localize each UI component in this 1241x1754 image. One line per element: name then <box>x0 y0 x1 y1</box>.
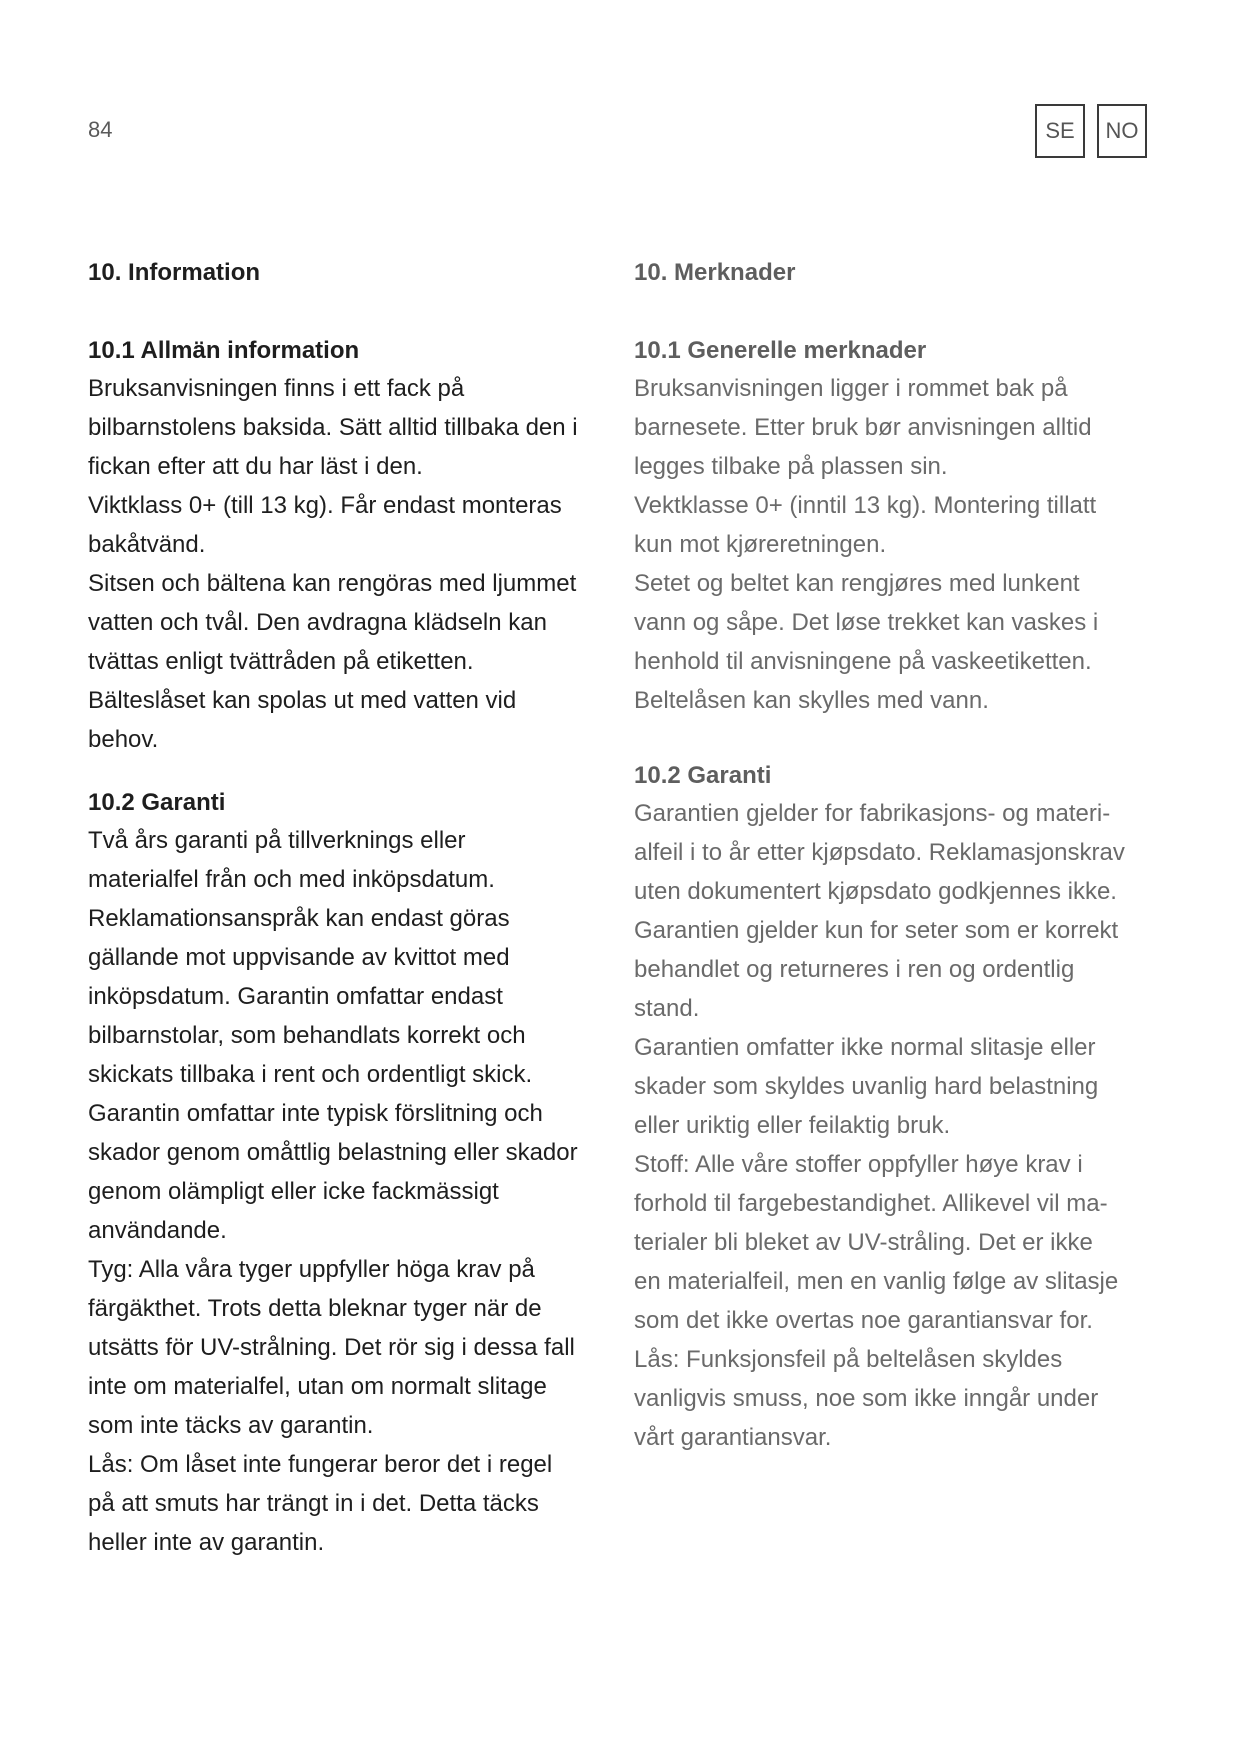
paragraph: Bälteslåset kan spolas ut med vatten vid behov. <box>88 687 517 753</box>
paragraph: Bruksanvisningen finns i ett fack på bilbarnstolens baksida. Sätt alltid tillbaka den i fickan efter att du har läst i den. <box>88 375 578 480</box>
paragraph: Lås: Funksjonsfeil på beltelåsen skyldes vanligvis smuss, noe som ikke inngår under vårt garantiansvar. <box>634 1346 1099 1451</box>
section-title: 10. Merknader <box>634 259 796 286</box>
paragraph: Vektklasse 0+ (inntil 13 kg). Montering tillatt kun mot kjøreretningen. <box>634 492 1097 558</box>
language-tab-no: NO <box>1097 104 1147 158</box>
section-title: 10. Information <box>88 259 261 286</box>
paragraph: Sitsen och bältena kan rengöras med ljummet vatten och tvål. Den avdragna klädseln kan tvättas enligt tvättråden på etiketten. <box>88 570 577 675</box>
paragraph: Beltelåsen kan skylles med vann. <box>634 687 989 714</box>
swedish-column <box>88 255 648 1562</box>
language-tab-se: SE <box>1035 104 1085 158</box>
paragraph: Viktklass 0+ (till 13 kg). Får endast monteras bakåtvänd. <box>88 492 562 558</box>
section-general-information <box>88 333 648 759</box>
subsection-heading: 10.1 Allmän information <box>88 337 360 364</box>
paragraph: Bruksanvisningen ligger i rommet bak på barnesete. Etter bruk bør anvisningen alltid legges tilbake på plassen sin. <box>634 375 1092 480</box>
subsection-heading: 10.2 Garanti <box>634 762 772 789</box>
language-tabs <box>1035 104 1147 158</box>
subsection-heading: 10.1 Generelle merknader <box>634 337 927 364</box>
paragraph: Setet og beltet kan rengjøres med lunkent vann og såpe. Det løse trekket kan vaskes i henhold til anvisningene på vaskeetiketten. <box>634 570 1099 675</box>
paragraph: Stoff: Alle våre stoffer oppfyller høye krav i forhold til fargebestandighet. Allikevel vil ma- terialer bli bleket av UV-stråling. Det er ikke en materialfeil, men en vanlig følge av slitasje som det ikke overtas noe garantiansvar for. <box>634 1151 1119 1334</box>
subsection-heading: 10.2 Garanti <box>88 789 226 816</box>
section-general-notes <box>634 333 1194 720</box>
norwegian-column <box>634 255 1194 1457</box>
paragraph: Lås: Om låset inte fungerar beror det i regel på att smuts har trängt in i det. Detta täcks heller inte av garantin. <box>88 1451 553 1556</box>
paragraph: Tyg: Alla våra tyger uppfyller höga krav på färgäkthet. Trots detta bleknar tyger när de utsätts för UV-strålning. Det rör sig i dessa fall inte om materialfel, utan om normalt slitage som inte täcks av garantin. <box>88 1256 575 1439</box>
paragraph: Garantien gjelder for fabrikasjons- og materi- alfeil i to år etter kjøpsdato. Reklamasjonskrav uten dokumentert kjøpsdato godkjennes ikke. Garantien gjelder kun for seter som er korrekt behandlet og returneres i ren og ordentlig stand. <box>634 800 1125 1022</box>
paragraph: Garantin omfattar inte typisk förslitning och skador genom omåttlig belastning eller skador genom olämpligt eller icke fackmässigt användande. <box>88 1100 578 1244</box>
section-warranty <box>634 758 1194 1457</box>
paragraph: Garantien omfatter ikke normal slitasje eller skader som skyldes uvanlig hard belastning eller uriktig eller feilaktig bruk. <box>634 1034 1099 1139</box>
page-number: 84 <box>88 117 113 142</box>
section-warranty <box>88 785 648 1562</box>
paragraph: Två års garanti på tillverknings eller materialfel från och med inköpsdatum. Reklamationsanspråk kan endast göras gällande mot uppvisande av kvittot med inköpsdatum. Garantin omfattar endast bilbarnstolar, som behandlats korrekt och skickats tillbaka i rent och ordentligt skick. <box>88 827 533 1088</box>
